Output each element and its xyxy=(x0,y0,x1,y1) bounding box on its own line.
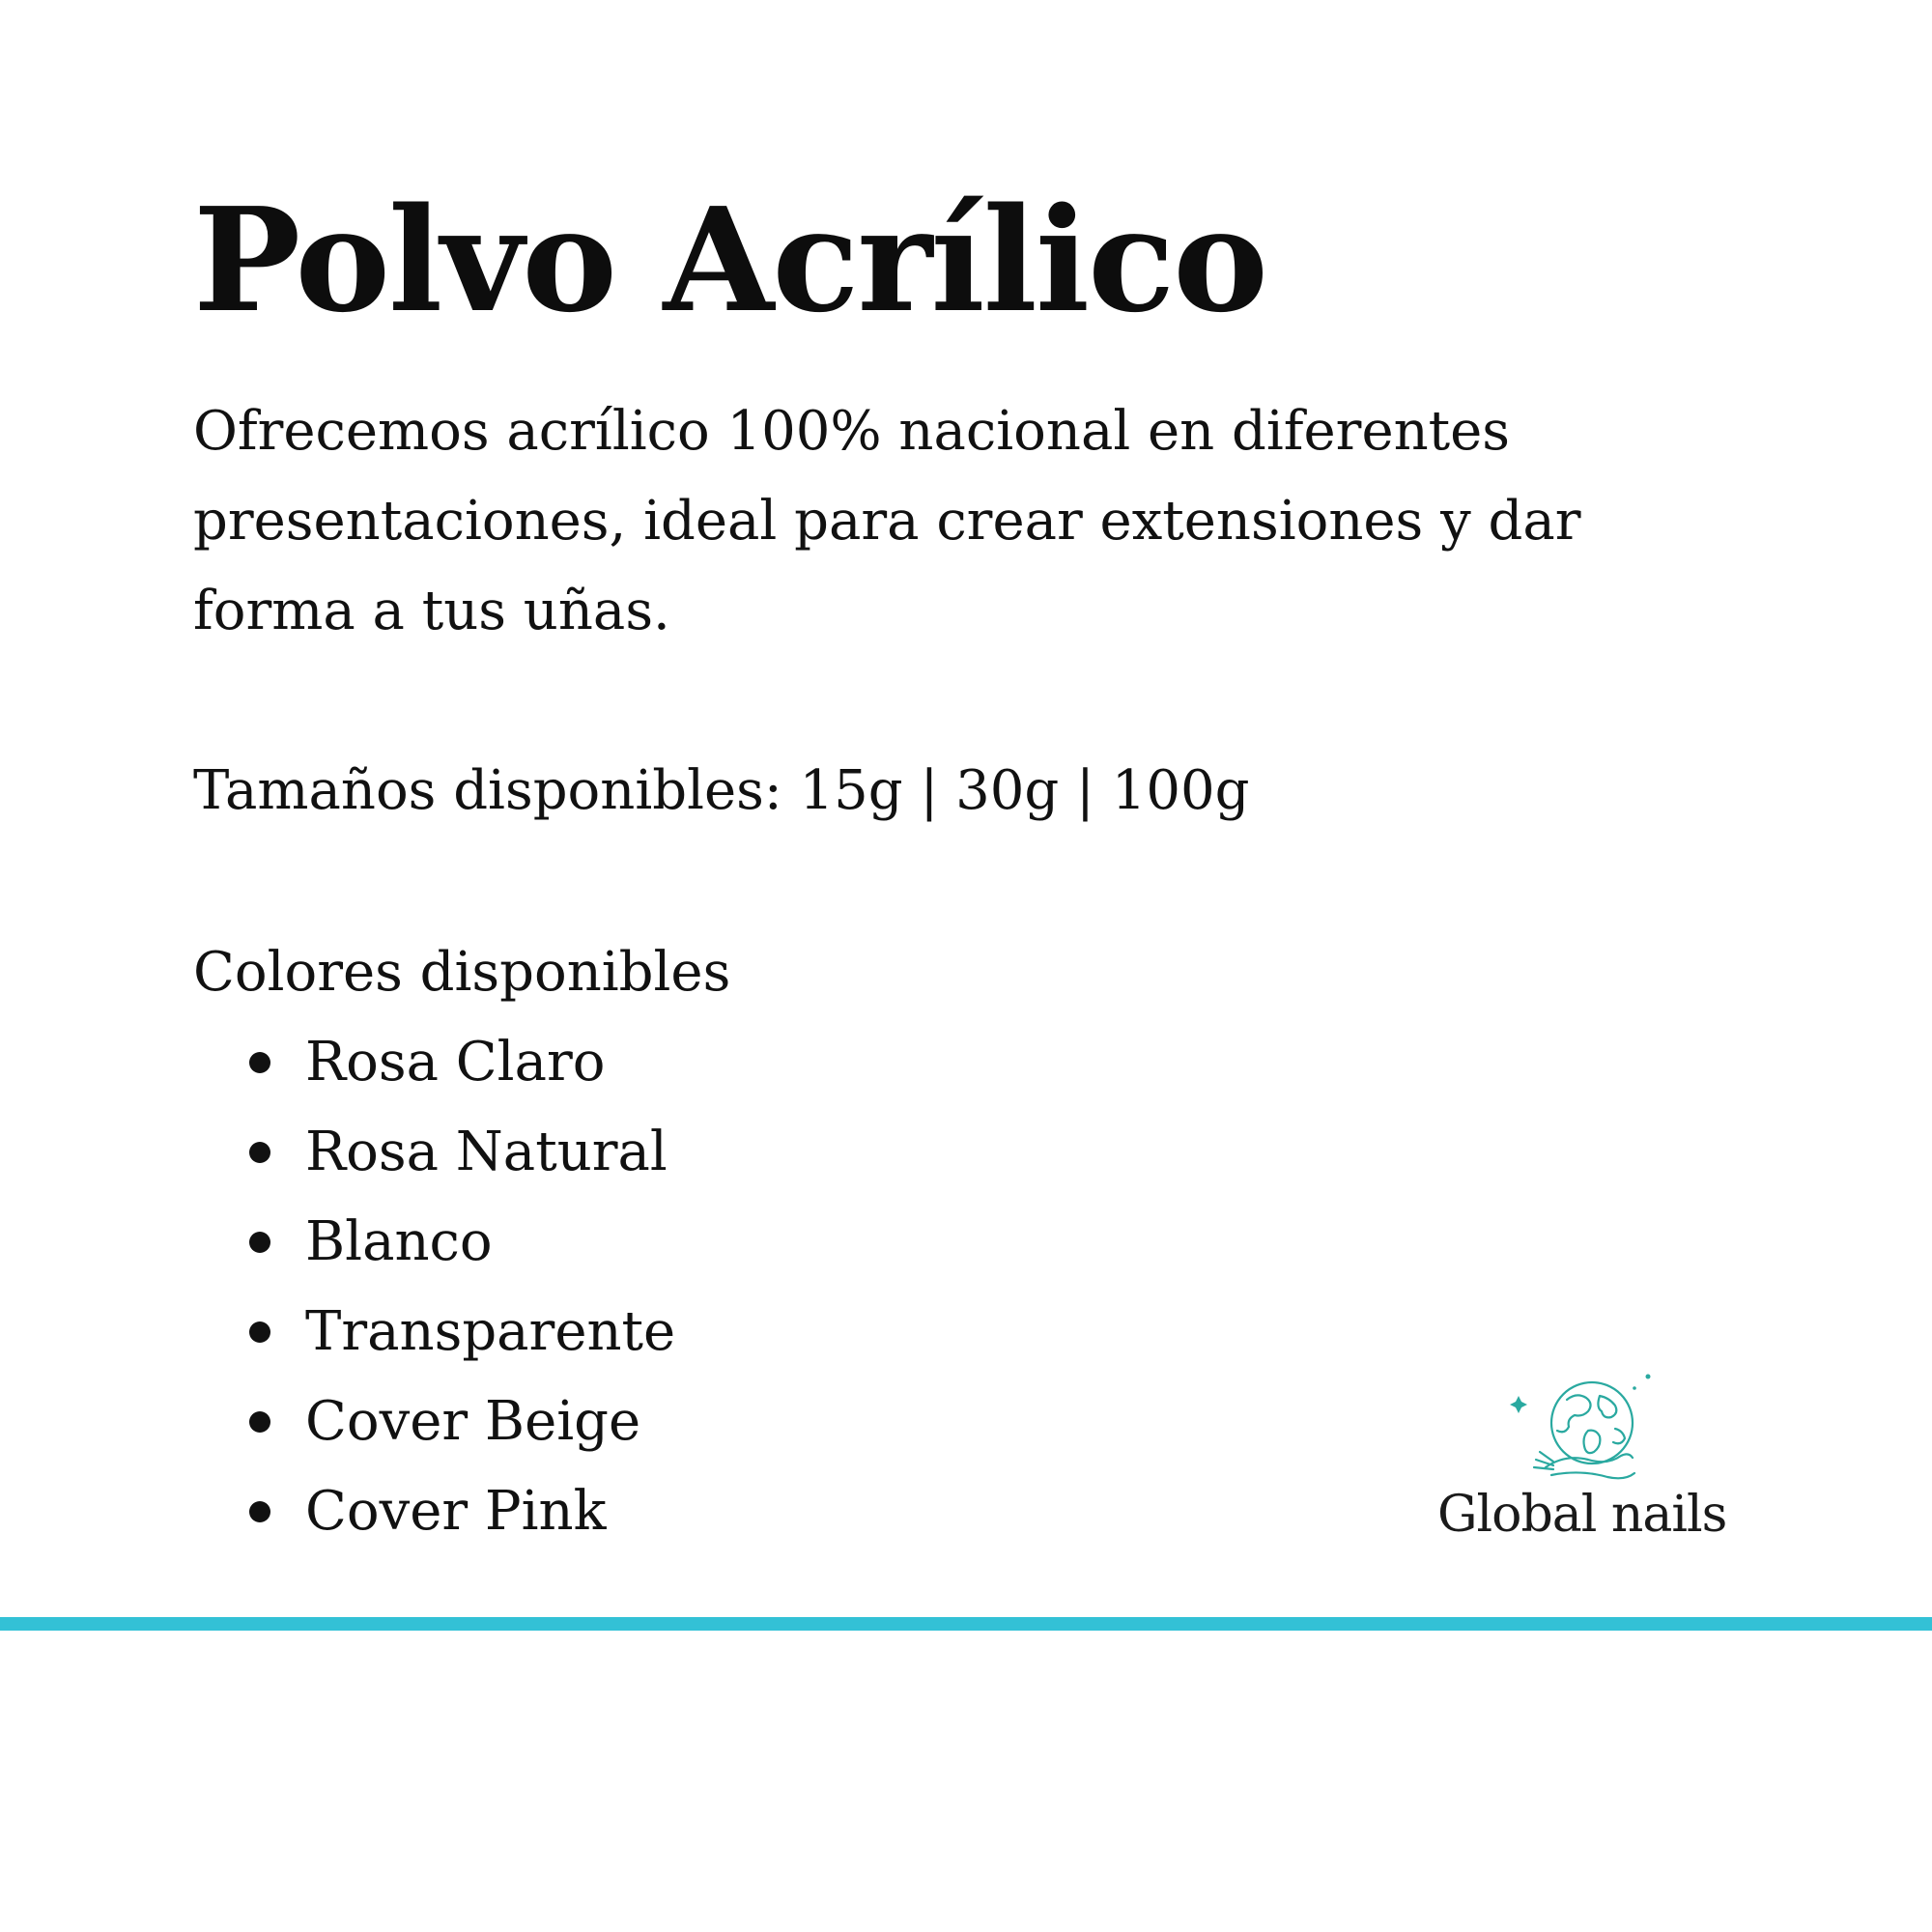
bullet-icon xyxy=(249,1501,270,1522)
brand-name: Global nails xyxy=(1437,1486,1727,1544)
color-label: Cover Pink xyxy=(305,1480,607,1543)
bullet-icon xyxy=(249,1321,270,1343)
bullet-icon xyxy=(249,1232,270,1253)
color-label: Transparente xyxy=(305,1300,676,1363)
product-description: Ofrecemos acrílico 100% nacional en diferentes presentaciones, ideal para crear extensiones y dar forma a tus uñas. xyxy=(193,400,1581,642)
available-sizes: Tamaños disponibles: 15g | 30g | 100g xyxy=(193,759,1250,822)
color-label: Cover Beige xyxy=(305,1390,641,1453)
list-item xyxy=(249,1107,675,1197)
list-item xyxy=(249,1017,675,1107)
list-item xyxy=(249,1377,675,1466)
color-label: Rosa Natural xyxy=(305,1121,668,1183)
color-label: Rosa Claro xyxy=(305,1031,606,1094)
bullet-icon xyxy=(249,1411,270,1433)
list-item xyxy=(249,1197,675,1287)
colors-heading: Colores disponibles xyxy=(193,941,731,1004)
brand-logo xyxy=(1420,1367,1739,1560)
bullet-icon xyxy=(249,1052,270,1073)
accent-divider xyxy=(0,1617,1932,1631)
list-item xyxy=(249,1287,675,1377)
list-item xyxy=(249,1466,675,1556)
globe-hand-icon xyxy=(1507,1367,1662,1492)
color-label: Blanco xyxy=(305,1210,493,1273)
page-title: Polvo Acrílico xyxy=(193,176,1266,344)
bullet-icon xyxy=(249,1142,270,1163)
color-list xyxy=(249,1017,675,1556)
